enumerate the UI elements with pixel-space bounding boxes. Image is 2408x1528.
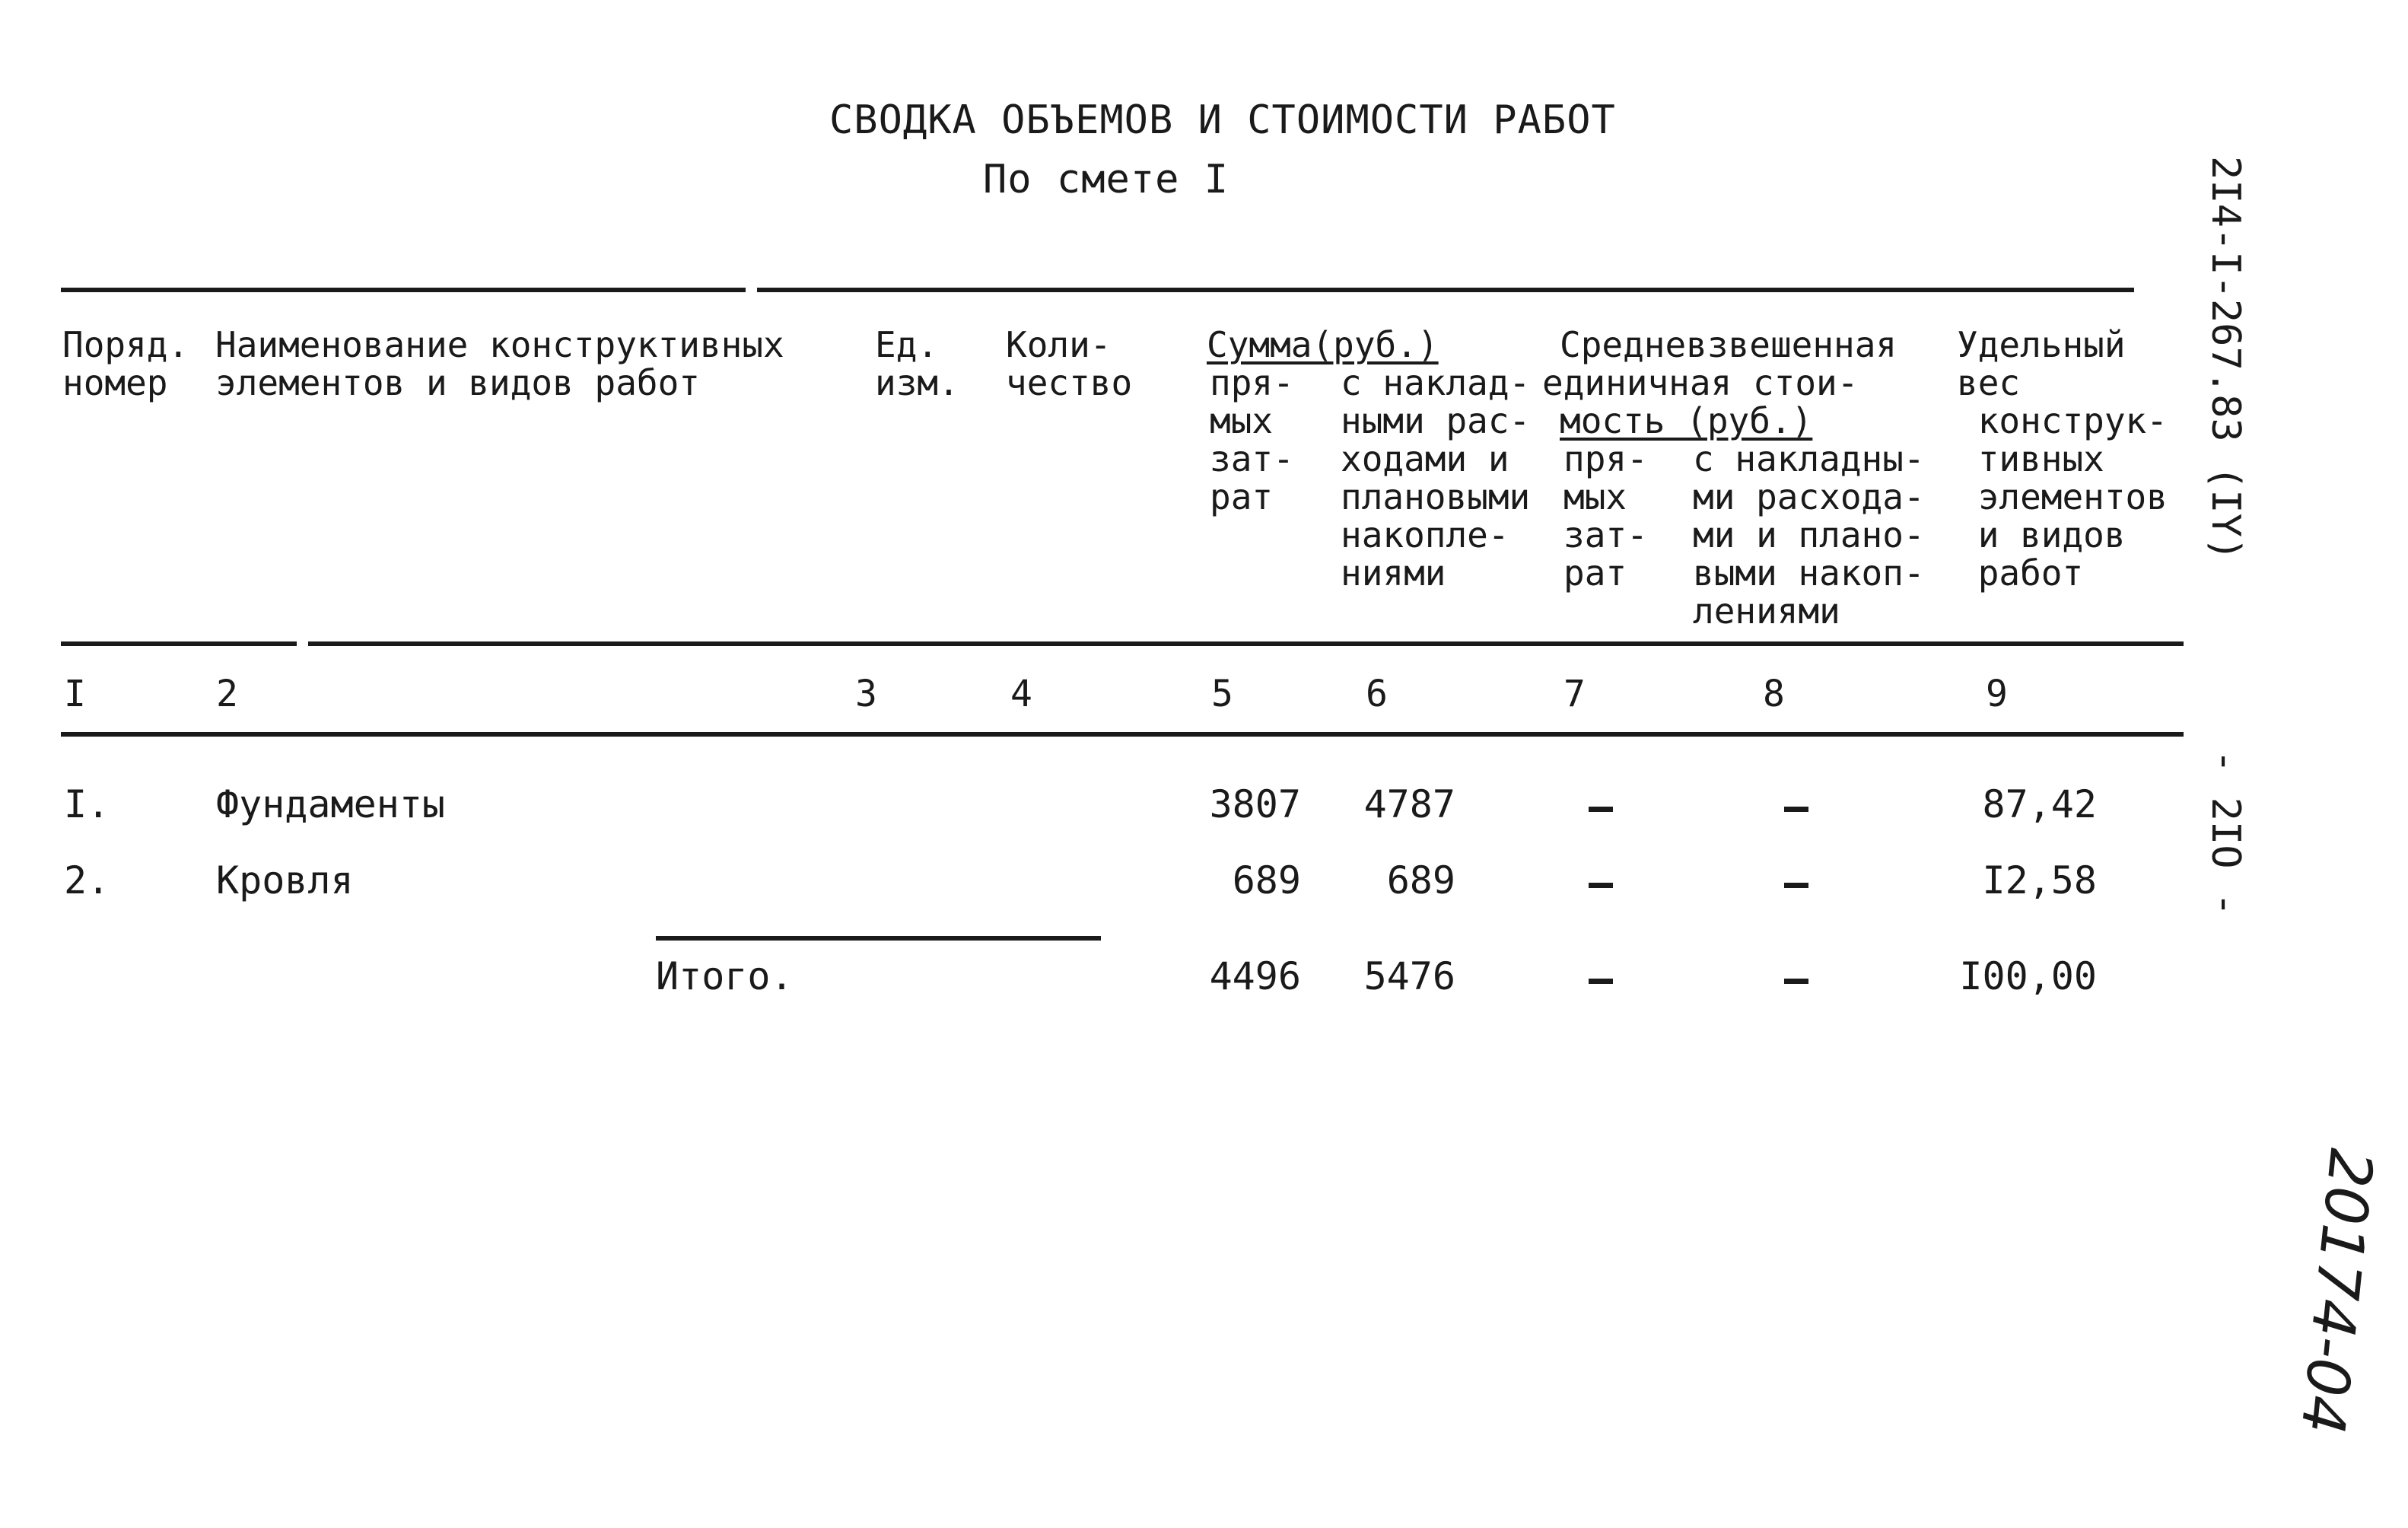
header-sum-overhead: с наклад- ными рас- ходами и плановыми накопле- ниями — [1341, 362, 1531, 594]
header-avg-cost-overhead: с накладны- ми расхода- ми и плано- выми накоп- лениями — [1693, 438, 1925, 632]
row-1-overhead-cost: 4787 — [1363, 782, 1455, 826]
row-1-avg-direct-dash — [1589, 807, 1613, 812]
row-1-number: I. — [64, 782, 110, 826]
total-rule — [656, 936, 1101, 941]
column-number-2: 2 — [216, 673, 238, 715]
total-label: Итого. — [656, 954, 794, 998]
document-title: СВОДКА ОБЪЕМОВ И СТОИМОСТИ РАБОТ — [829, 97, 1616, 143]
top-rule-left — [61, 288, 746, 292]
row-2-name: Кровля — [216, 858, 354, 902]
column-number-7: 7 — [1563, 673, 1586, 715]
total-specific-weight: I00,00 — [1959, 954, 2097, 998]
header-sum-group: Сумма(руб.) — [1207, 324, 1439, 365]
header-quantity: Коли- чество — [1006, 324, 1133, 403]
total-avg-direct-dash — [1589, 979, 1613, 984]
header-element-name: Наименование конструктивных элементов и видов работ — [215, 324, 784, 403]
column-number-1: I — [64, 673, 86, 715]
row-2-avg-overhead-dash — [1784, 883, 1808, 888]
numbers-rule — [61, 732, 2184, 737]
column-number-3: 3 — [855, 673, 877, 715]
row-1-specific-weight: 87,42 — [1982, 782, 2097, 826]
header-avg-cost-direct: пря- мых зат- рат — [1563, 438, 1648, 594]
header-order-number: Поряд. номер — [62, 324, 189, 403]
row-2-avg-direct-dash — [1589, 883, 1613, 888]
header-avg-cost-line2: единичная стои- — [1542, 362, 1859, 403]
header-specific-weight: Удельный вес конструк- тивных элементов и видов работ — [1957, 324, 2168, 594]
side-page-number: - 2IO - — [2203, 750, 2248, 917]
row-1-direct-cost: 3807 — [1209, 782, 1301, 826]
total-direct-cost: 4496 — [1209, 954, 1301, 998]
total-overhead-cost: 5476 — [1363, 954, 1455, 998]
handwritten-number: 20174-04 — [2287, 1145, 2385, 1437]
header-rule-right — [308, 641, 2184, 646]
row-2-overhead-cost: 689 — [1386, 858, 1455, 902]
column-number-8: 8 — [1763, 673, 1785, 715]
header-unit: Ед. изм. — [875, 324, 959, 403]
row-2-number: 2. — [64, 858, 110, 902]
row-1-name: Фундаменты — [216, 782, 446, 826]
row-1-avg-overhead-dash — [1784, 807, 1808, 812]
column-number-6: 6 — [1366, 673, 1388, 715]
column-number-9: 9 — [1986, 673, 2008, 715]
row-2-specific-weight: I2,58 — [1982, 858, 2097, 902]
header-avg-cost-line3: мость (руб.) — [1560, 400, 1813, 441]
column-number-4: 4 — [1010, 673, 1032, 715]
row-2-direct-cost: 689 — [1232, 858, 1301, 902]
total-avg-overhead-dash — [1784, 979, 1808, 984]
document-subtitle: По смете I — [983, 157, 1229, 202]
header-sum-direct: пря- мых зат- рат — [1210, 362, 1294, 517]
column-number-5: 5 — [1211, 673, 1233, 715]
header-rule-left — [61, 641, 297, 646]
top-rule-right — [757, 288, 2134, 292]
side-document-code: 2I4-I-267.83 (IY) — [2203, 156, 2248, 562]
header-avg-cost-line1: Средневзвешенная — [1560, 324, 1897, 365]
